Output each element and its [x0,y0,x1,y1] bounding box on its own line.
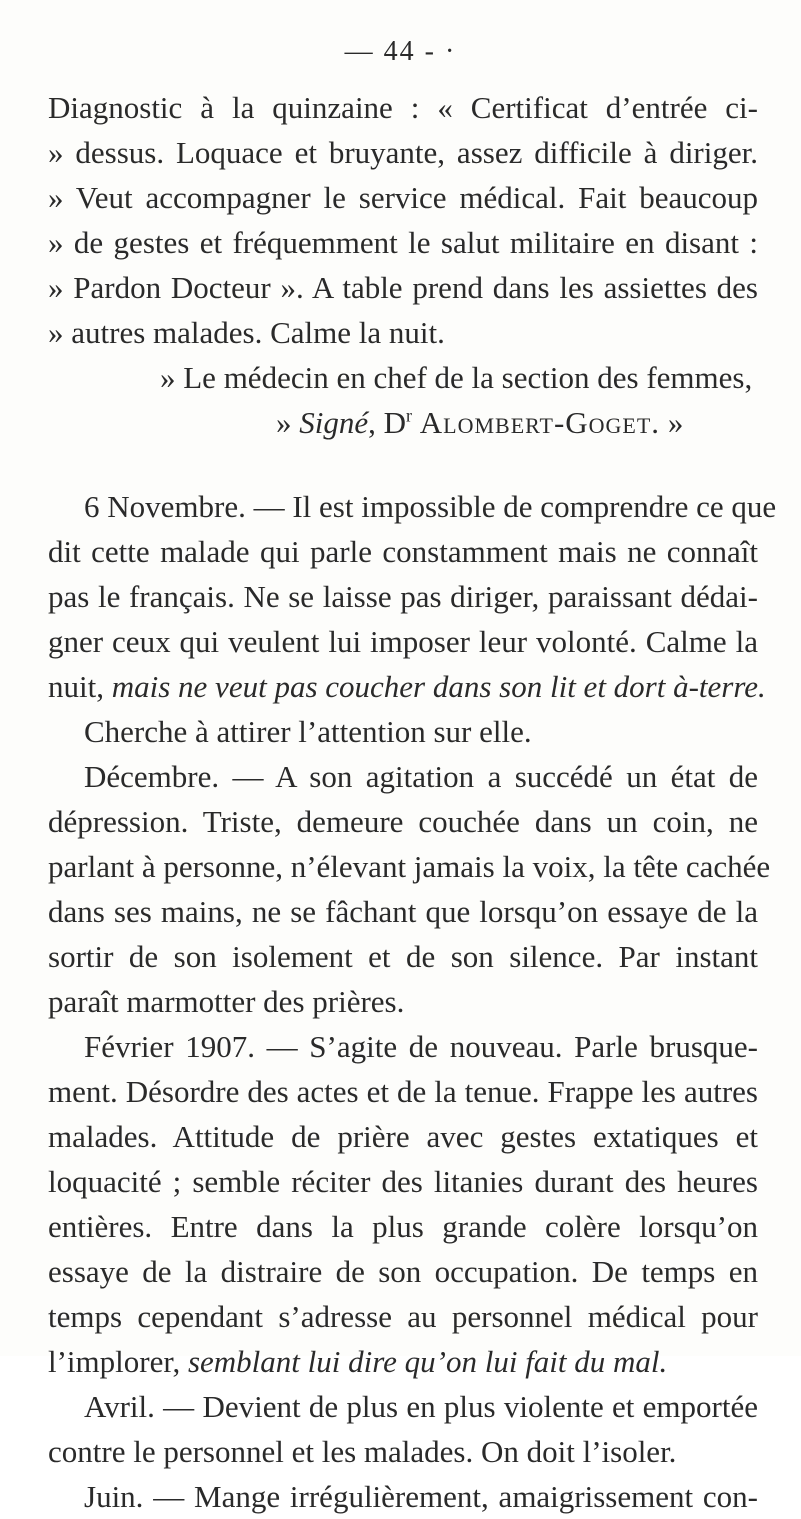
report-line: » Veut accompagner le service médical. Fait beaucoup [48,180,758,215]
note-line-italic: semblant lui dire qu’on lui fait du mal. [187,1344,668,1379]
page-number-header: — 44 - · [344,36,457,67]
report-line: » dessus. Loquace et bruyante, assez difficile à diriger. [48,135,758,170]
report-line: » de gestes et fréquemment le salut militaire en disant : [48,225,758,260]
note-line: dépression. Triste, demeure couchée dans un coin, ne [48,804,758,839]
note-line: loquacité ; semble réciter des litanies durant des heures [48,1164,758,1199]
note-line: sortir de son isolement et de son silence. Par instant [48,939,758,974]
notes-block [48,484,777,1519]
report-quote-block [48,85,758,355]
signature-prefix: » [276,405,292,440]
note-line: paraît marmotter des prières. [48,984,405,1019]
signature-signed: Signé [299,405,369,440]
note-line: 6 Novembre. — Il est impossible de comprendre ce que [84,489,777,524]
signature-title: D [383,405,407,440]
note-line: dit cette malade qui parle constamment mais ne connaît [48,534,758,569]
note-line: Décembre. — A son agitation a succédé un état de [84,759,758,794]
signature-line: » Le médecin en chef de la section des femmes, [160,360,753,395]
report-line: » autres malades. Calme la nuit. [48,315,445,350]
report-line: » Pardon Docteur ». A table prend dans les assiettes des [48,270,758,305]
signature-name-block [276,400,756,445]
note-line: temps cependant s’adresse au personnel médical pour [48,1299,758,1334]
note-line-plain: nuit, [48,669,104,704]
note-line-italic: mais ne veut pas coucher dans son lit et dort à-terre. [111,669,766,704]
report-line: Diagnostic à la quinzaine : « Certificat d’entrée ci- [48,90,758,125]
note-line: ment. Désordre des actes et de la tenue. Frappe les autres [48,1074,758,1109]
note-line: malades. Attitude de prière avec gestes extatiques et [48,1119,758,1154]
note-line: Février 1907. — S’agite de nouveau. Parle brusque- [84,1029,758,1064]
note-line: essaye de la distraire de son occupation. De temps en [48,1254,758,1289]
signature-name: Alombert-Goget. [419,405,661,440]
note-line-plain: l’implorer, [48,1344,181,1379]
note-line: entières. Entre dans la plus grande colère lorsqu’on [48,1209,758,1244]
note-line: Cherche à attirer l’attention sur elle. [84,714,532,749]
signature-block [160,355,760,400]
signature-suffix: » [667,405,684,440]
note-line: Avril. — Devient de plus en plus violente et emportée [84,1389,758,1424]
note-line: Juin. — Mange irrégulièrement, amaigrissement con- [84,1479,758,1514]
note-line [48,664,766,709]
signature-title-sup: r [406,405,413,426]
signature-name-line: » Signé, $D^r$ Alombert-Goget. » [276,405,684,440]
note-line: pas le français. Ne se laisse pas diriger, paraissant dédai- [48,579,758,614]
note-line: dans ses mains, ne se fâchant que lorsqu’on essaye de la [48,894,758,929]
note-line: gner ceux qui veulent lui imposer leur volonté. Calme la [48,624,758,659]
note-line: parlant à personne, n’élevant jamais la voix, la tête cachée [48,849,771,884]
note-line: contre le personnel et les malades. On doit l’isoler. [48,1434,677,1469]
note-line [48,1339,758,1384]
